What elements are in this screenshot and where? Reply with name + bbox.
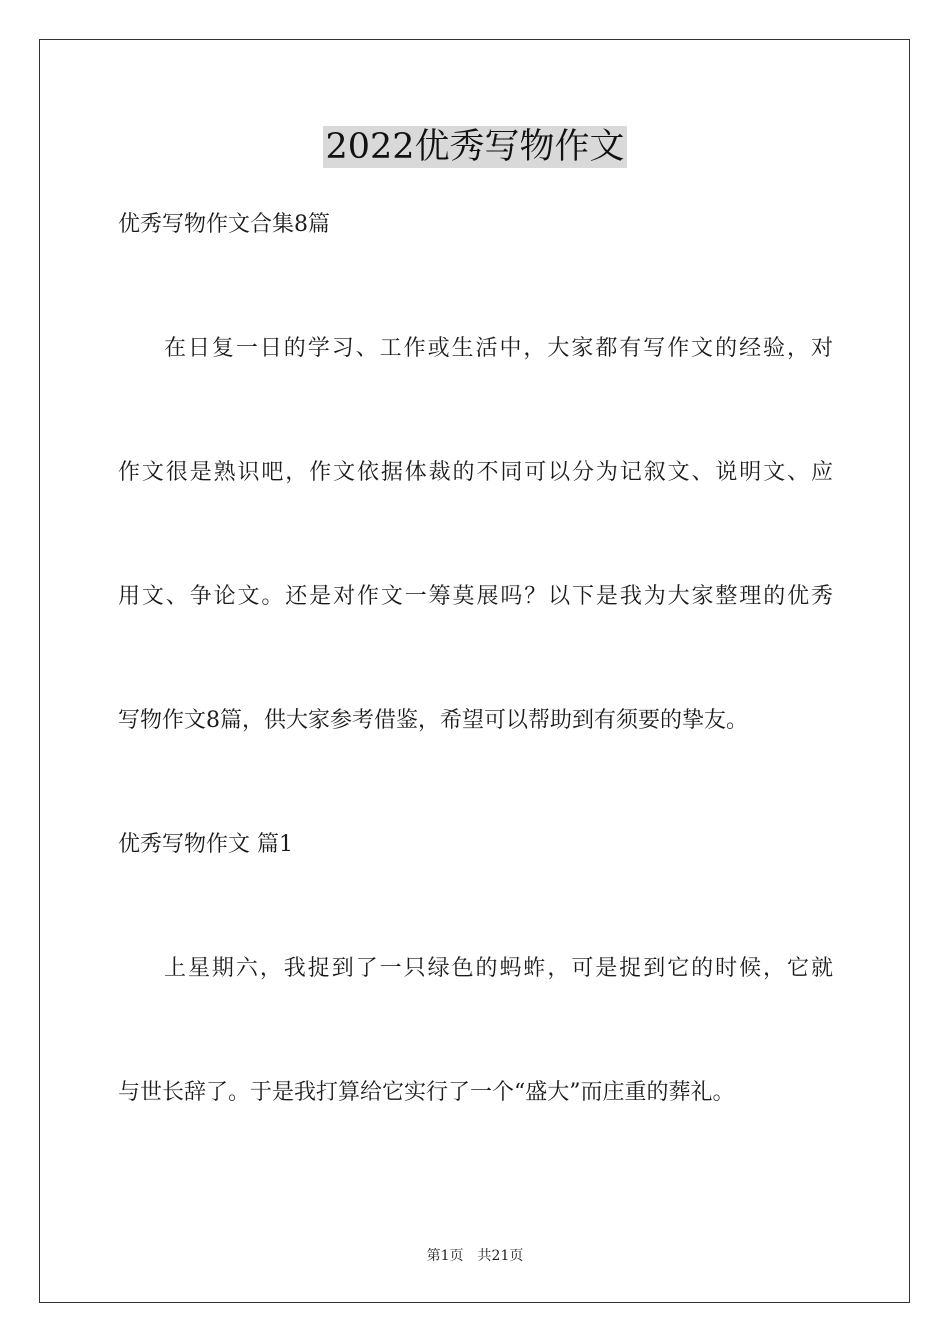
intro-line-4: 写物作文8篇，供大家参考借鉴，希望可以帮助到有须要的挚友。 [118, 708, 748, 733]
document-title: 2022优秀写物作文 [325, 127, 625, 167]
section-line-1: 上星期六，我捉到了一只绿色的蚂蚱，可是捉到它的时候，它就 [164, 956, 833, 981]
document-subtitle: 优秀写物作文合集8篇 [118, 212, 330, 237]
page-number: 第1页 [426, 1248, 464, 1264]
section-line-2: 与世长辞了。于是我打算给它实行了一个“盛大”而庄重的葬礼。 [118, 1080, 735, 1105]
page-total: 共21页 [477, 1248, 524, 1264]
section-heading: 优秀写物作文 篇1 [118, 832, 293, 857]
intro-line-2: 作文很是熟识吧，作文依据体裁的不同可以分为记叙文、说明文、应 [118, 460, 833, 485]
page-footer [0, 1247, 950, 1265]
title-container [0, 126, 950, 168]
intro-line-1: 在日复一日的学习、工作或生活中，大家都有写作文的经验，对 [164, 336, 833, 361]
intro-line-3: 用文、争论文。还是对作文一筹莫展吗？以下是我为大家整理的优秀 [118, 584, 833, 609]
